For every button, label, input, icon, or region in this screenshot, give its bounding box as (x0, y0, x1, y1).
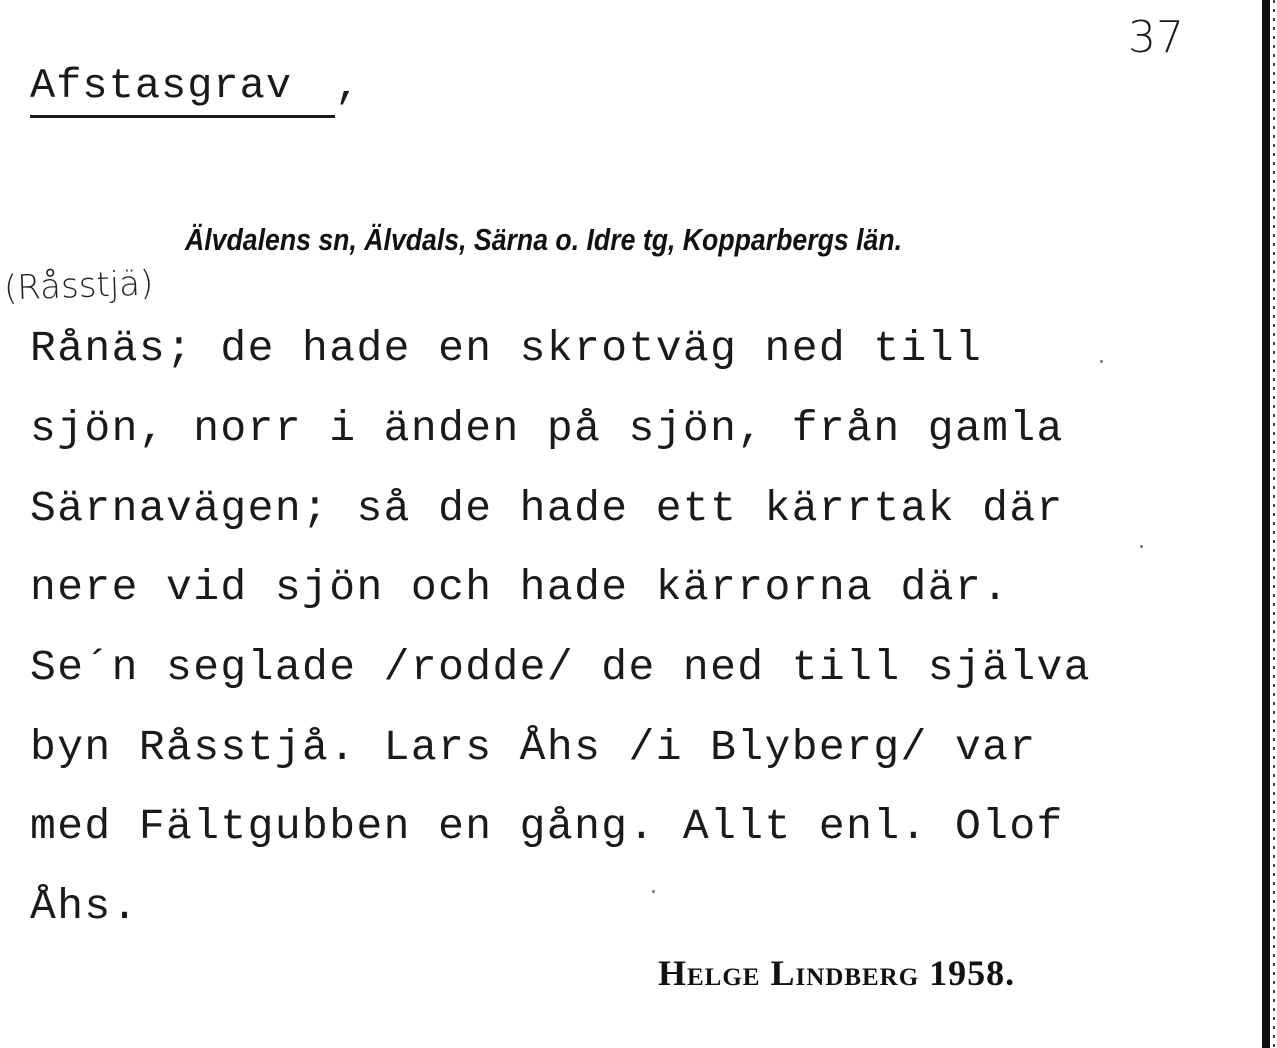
body-line-2: sjön, norr i änden på sjön, från gamla (30, 404, 1064, 453)
scan-speck (1100, 360, 1103, 363)
scan-speck (652, 890, 655, 893)
body-line-5: Se´n seglade /rodde/ de ned till själva (30, 643, 1091, 692)
page-number: 37 (1128, 12, 1184, 63)
heading-title: Afstasgrav (30, 62, 293, 110)
body-line-3: Särnavägen; så de hade ett kärrtak där (30, 484, 1064, 533)
heading-punctuation: , (335, 62, 361, 110)
scan-speck (1140, 545, 1143, 548)
heading-underline (30, 115, 335, 118)
signature: Helge Lindberg 1958. (658, 953, 1016, 993)
card-edge-dots (1273, 0, 1275, 1048)
body-line-4: nere vid sjön och hade kärrorna där. (30, 563, 1010, 612)
body-line-8: Åhs. (30, 882, 139, 931)
body-line-6: byn Råsstjå. Lars Åhs /i Blyberg/ var (30, 723, 1037, 772)
card-edge-line (1262, 0, 1270, 1048)
body-line-7: med Fältgubben en gång. Allt enl. Olof (30, 802, 1064, 851)
body-line-1: Rånäs; de hade en skrotväg ned till (30, 324, 983, 373)
handwritten-note: (Råsstjä) (3, 263, 154, 309)
parish-stamp: Älvdalens sn, Älvdals, Särna o. Idre tg, Kopparbergs län. (185, 222, 903, 257)
